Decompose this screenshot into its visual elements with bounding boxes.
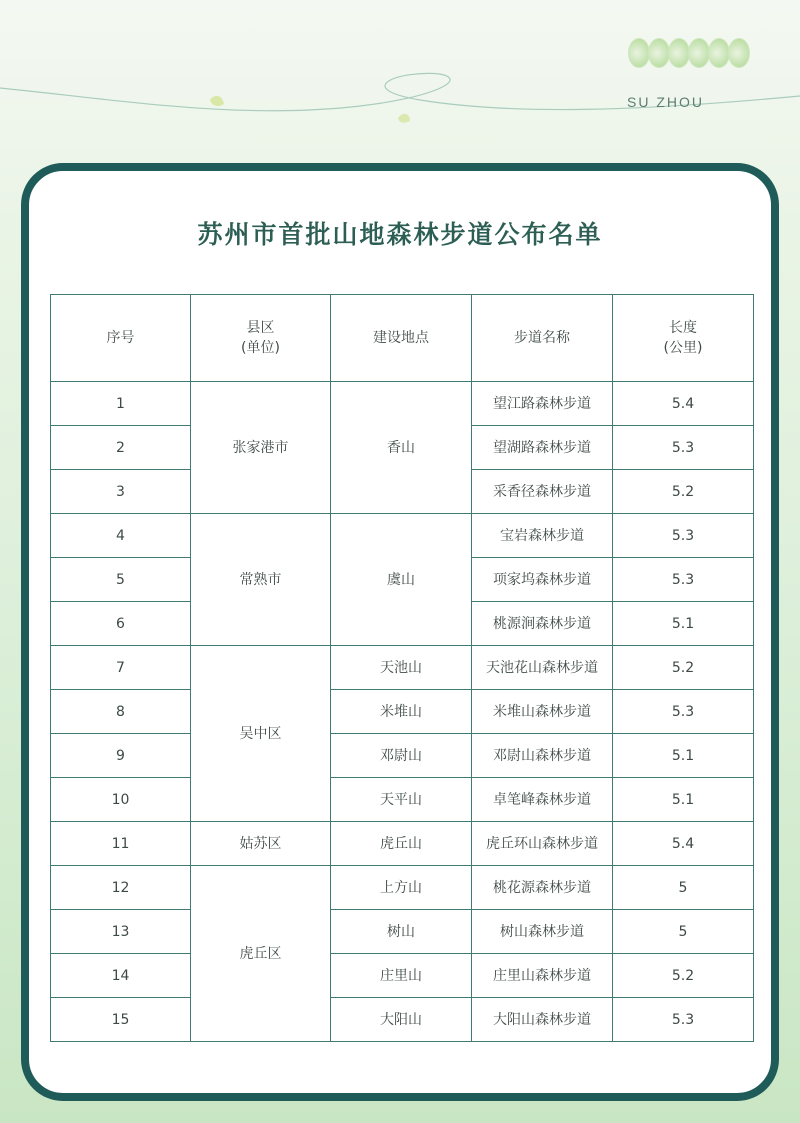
site-cell: 树山 bbox=[331, 910, 472, 954]
length-cell: 5.4 bbox=[613, 382, 754, 426]
site-cell: 虞山 bbox=[331, 514, 472, 646]
district-cell: 虎丘区 bbox=[191, 866, 331, 1042]
site-cell: 天池山 bbox=[331, 646, 472, 690]
row-number: 13 bbox=[51, 910, 191, 954]
site-cell: 大阳山 bbox=[331, 998, 472, 1042]
trail-name-cell: 虎丘环山森林步道 bbox=[472, 822, 613, 866]
circle-icon bbox=[688, 38, 710, 68]
row-number: 8 bbox=[51, 690, 191, 734]
length-cell: 5.3 bbox=[613, 558, 754, 602]
trail-name-cell: 天池花山森林步道 bbox=[472, 646, 613, 690]
circle-icon bbox=[668, 38, 690, 68]
site-cell: 庄里山 bbox=[331, 954, 472, 998]
site-cell: 天平山 bbox=[331, 778, 472, 822]
length-cell: 5.2 bbox=[613, 954, 754, 998]
row-number: 6 bbox=[51, 602, 191, 646]
row-number: 10 bbox=[51, 778, 191, 822]
site-cell: 香山 bbox=[331, 382, 472, 514]
length-cell: 5 bbox=[613, 866, 754, 910]
header-length: 长度 (公里) bbox=[613, 295, 754, 382]
site-cell: 上方山 bbox=[331, 866, 472, 910]
row-number: 12 bbox=[51, 866, 191, 910]
brand-label: SU ZHOU bbox=[627, 94, 704, 110]
length-cell: 5.4 bbox=[613, 822, 754, 866]
district-cell: 姑苏区 bbox=[191, 822, 331, 866]
circle-icon bbox=[708, 38, 730, 68]
table-row bbox=[51, 690, 754, 734]
site-cell: 米堆山 bbox=[331, 690, 472, 734]
trail-table bbox=[50, 294, 754, 1042]
trail-name-cell: 望湖路森林步道 bbox=[472, 426, 613, 470]
trail-name-cell: 桃源涧森林步道 bbox=[472, 602, 613, 646]
trail-name-cell: 树山森林步道 bbox=[472, 910, 613, 954]
table-row bbox=[51, 954, 754, 998]
decorative-circles bbox=[628, 38, 748, 68]
table-row bbox=[51, 822, 754, 866]
page-title: 苏州市首批山地森林步道公布名单 bbox=[197, 220, 603, 249]
site-cell: 邓尉山 bbox=[331, 734, 472, 778]
trail-name-cell: 宝岩森林步道 bbox=[472, 514, 613, 558]
trail-name-cell: 庄里山森林步道 bbox=[472, 954, 613, 998]
length-cell: 5 bbox=[613, 910, 754, 954]
length-cell: 5.1 bbox=[613, 734, 754, 778]
trail-name-cell: 采香径森林步道 bbox=[472, 470, 613, 514]
table-row bbox=[51, 646, 754, 690]
row-number: 3 bbox=[51, 470, 191, 514]
row-number: 2 bbox=[51, 426, 191, 470]
length-cell: 5.3 bbox=[613, 998, 754, 1042]
table-row bbox=[51, 514, 754, 558]
district-cell: 吴中区 bbox=[191, 646, 331, 822]
row-number: 15 bbox=[51, 998, 191, 1042]
table-header-row bbox=[51, 295, 754, 382]
length-cell: 5.3 bbox=[613, 690, 754, 734]
circle-icon bbox=[628, 38, 650, 68]
district-cell: 张家港市 bbox=[191, 382, 331, 514]
table-row bbox=[51, 382, 754, 426]
trail-name-cell: 望江路森林步道 bbox=[472, 382, 613, 426]
table-row bbox=[51, 866, 754, 910]
district-cell: 常熟市 bbox=[191, 514, 331, 646]
row-number: 11 bbox=[51, 822, 191, 866]
header-district: 县区 (单位) bbox=[191, 295, 331, 382]
decorative-swirl bbox=[0, 0, 800, 170]
row-number: 5 bbox=[51, 558, 191, 602]
leaf-icon bbox=[210, 96, 224, 106]
trail-name-cell: 米堆山森林步道 bbox=[472, 690, 613, 734]
row-number: 9 bbox=[51, 734, 191, 778]
trail-name-cell: 邓尉山森林步道 bbox=[472, 734, 613, 778]
header-number: 序号 bbox=[51, 295, 191, 382]
length-cell: 5.1 bbox=[613, 602, 754, 646]
trail-name-cell: 卓笔峰森林步道 bbox=[472, 778, 613, 822]
row-number: 14 bbox=[51, 954, 191, 998]
site-cell: 虎丘山 bbox=[331, 822, 472, 866]
table-row bbox=[51, 998, 754, 1042]
length-cell: 5.1 bbox=[613, 778, 754, 822]
trail-name-cell: 大阳山森林步道 bbox=[472, 998, 613, 1042]
trail-name-cell: 项家坞森林步道 bbox=[472, 558, 613, 602]
header-trail-name: 步道名称 bbox=[472, 295, 613, 382]
row-number: 1 bbox=[51, 382, 191, 426]
table-row bbox=[51, 734, 754, 778]
length-cell: 5.3 bbox=[613, 426, 754, 470]
trail-name-cell: 桃花源森林步道 bbox=[472, 866, 613, 910]
length-cell: 5.2 bbox=[613, 646, 754, 690]
circle-icon bbox=[728, 38, 750, 68]
table-row bbox=[51, 910, 754, 954]
row-number: 7 bbox=[51, 646, 191, 690]
table-row bbox=[51, 778, 754, 822]
length-cell: 5.2 bbox=[613, 470, 754, 514]
circle-icon bbox=[648, 38, 670, 68]
leaf-icon bbox=[398, 114, 410, 123]
header-site: 建设地点 bbox=[331, 295, 472, 382]
row-number: 4 bbox=[51, 514, 191, 558]
length-cell: 5.3 bbox=[613, 514, 754, 558]
